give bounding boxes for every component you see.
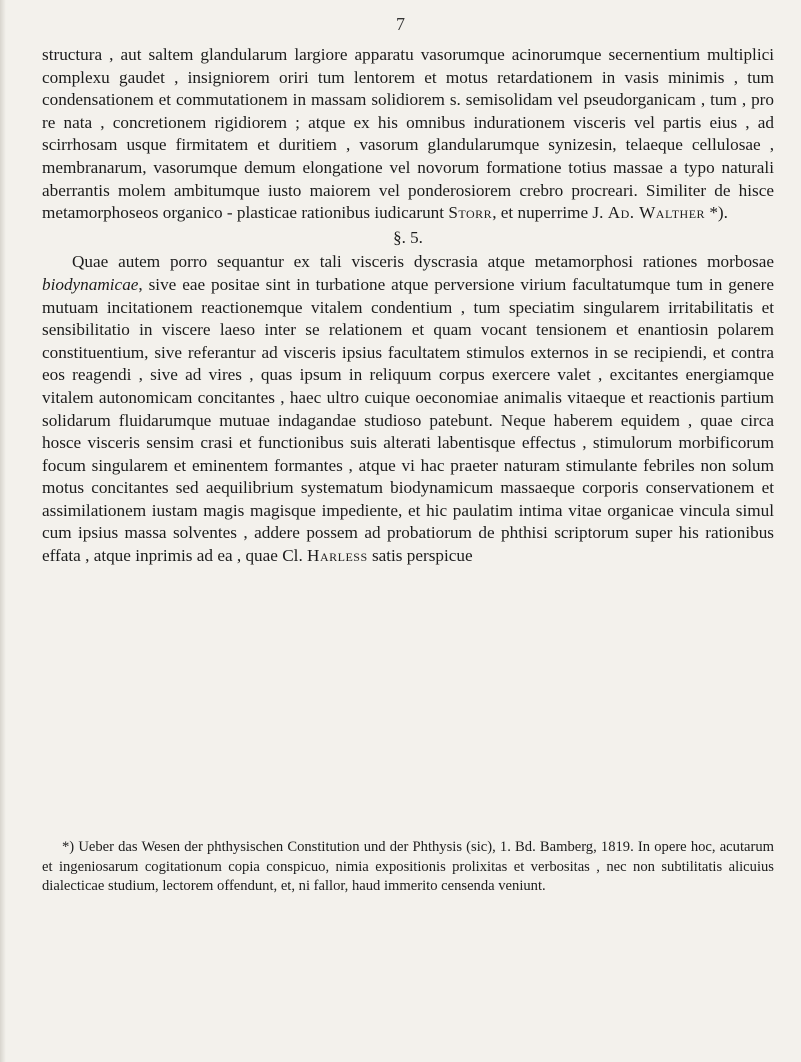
author-name-harless: Harless <box>307 546 368 566</box>
paragraph-2-body: , sive eae positae sint in turbatione atque perversione virium facultatumque tum in genere mutuam incitationem reactionemque vitalem condentium , tum speciatim singularem irritabilitatis et sensibilitatio in viscere laeso inter se relationem et quam vocant tensionem et enantiosin polarem constituentium, sive referantur ad visceris ipsius facultatem stimulos externos in se recipiendi, et contra eos reagendi , sive ad vires , quas ipsum in reliquum corpus exercere valet , excitantes energiamque vitalem autonomicam concitantes , haec ultro cuique oeconomiae animalis vitaeque et reactionis partium solidarum fluidarumque mutuae indagandae studioso patebunt. Neque haberem equidem , quae circa hosce visceris sensim crasi et functionibus suis alterati labentisque effectus , stimulorum morbificorum focum singularem et eminentem formantes , atque vi hac praeter naturam stimulante febriles non solum motus concitantes sed aequilibrium systematum biodynamicum massaeque corporis conservationem et assimilationem iustam magis magisque impediente, et hic paulatim intima vitae organicae vincula simul cum ipsius massa solventes , addere possem ad probatiorum de phthisi scriptorum super his rationibus effata , atque inprimis ad ea , quae Cl. <box>42 274 774 566</box>
author-name-storr: Storr <box>448 203 493 223</box>
italic-term: biodynamicae <box>42 274 139 294</box>
footnote-marker: *). <box>709 203 728 223</box>
section-heading: §. 5. <box>393 227 423 247</box>
paragraph-2-start: Quae autem porro sequantur ex tali visceris dyscrasia atque metamorphosi rationes morbosae <box>72 252 774 272</box>
paragraph-1 <box>42 44 774 225</box>
paragraph-1-mid: , et nuperrime J. <box>492 203 604 223</box>
paragraph-2 <box>42 251 774 567</box>
author-name-walther: Ad. Walther <box>607 203 706 223</box>
page-edge-shadow <box>0 0 6 1062</box>
paragraph-2-end: satis perspicue <box>371 546 473 566</box>
footnote <box>42 838 774 897</box>
footnote-text: *) Ueber das Wesen der phthysischen Constitution und der Phthysis (sic), 1. Bd. Bamberg, 1819. In opere hoc, acutarum et ingeniosarum cogitationum copia conspicuo, nimia expositionis prolixitas et verbositas , nec non subtilitatis alicuius dialecticae studium, lectorem offendunt, et, ni fallor, haud immerito censenda veniunt. <box>42 839 774 895</box>
paragraph-1-text: structura , aut saltem glandularum largiore apparatu vasorumque acinorumque secernentium multiplici complexu gaudet , insigniorem oriri tum lentorem et motus retardationem in vasis minimis , tum condensationem et commutationem in massam solidiorem s. semisolidam vel pseudorganicam , tum , pro re nata , concretionem rigidiorem ; atque ex his omnibus indurationem visceris vel partis eius , ad scirrhosam usque firmitatem et duritiem , vasorum glandularumque synizesin, telaeque cellulosae , membranarum, vasorumque demum elongatione vel novorum formatione totius massae a typo naturali aberrantis molem ambitumque iusto maiorem vel ponderosiorem crebro procreari. Similiter de hisce metamorphoseos organico - plasticae rationibus iudicarunt <box>42 45 774 223</box>
page-number: 7 <box>396 14 405 34</box>
main-text <box>42 44 774 568</box>
